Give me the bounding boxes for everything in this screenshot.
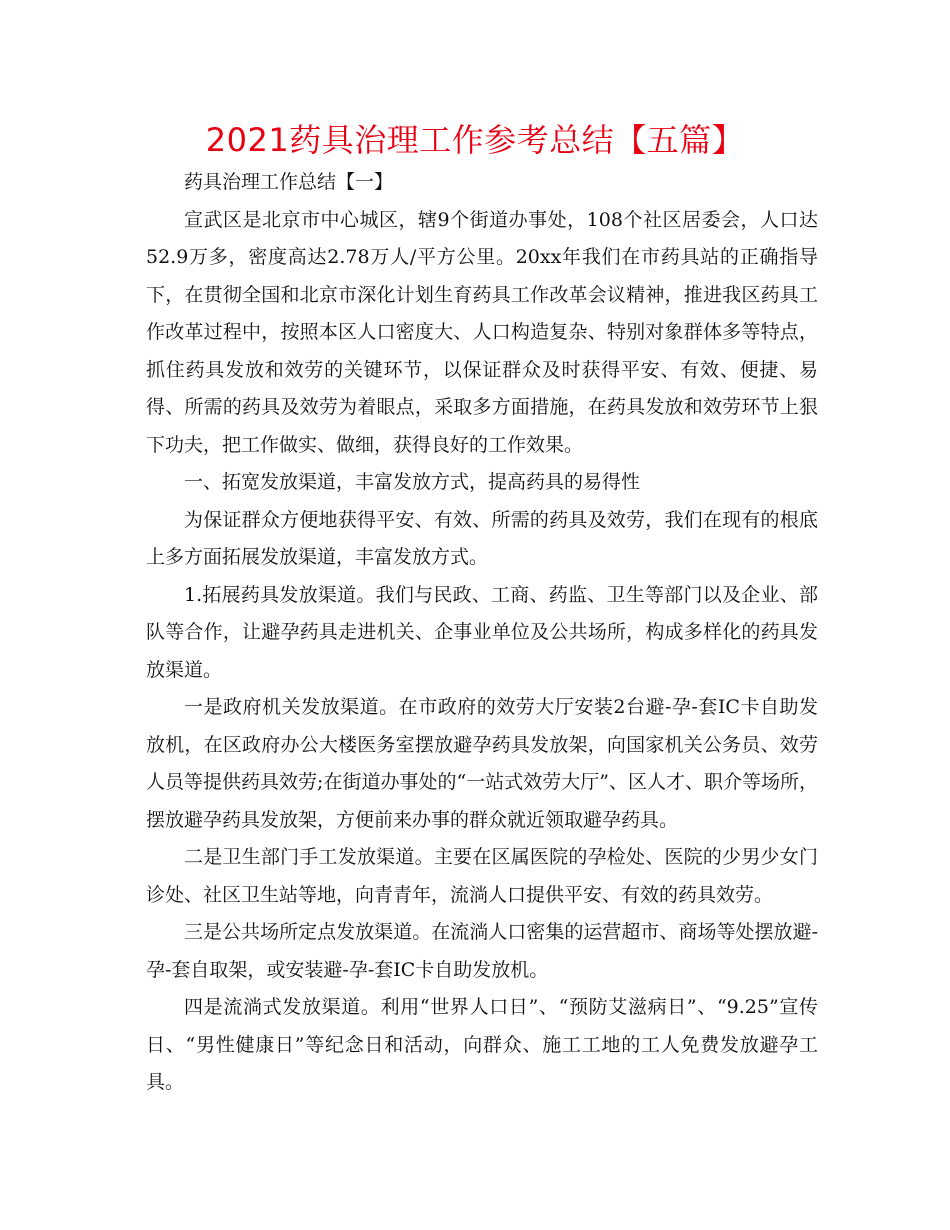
paragraph: 一是政府机关发放渠道。在市政府的效劳大厅安装2台避-孕-套IC卡自助发放机，在区政府办公大楼医务室摆放避孕药具发放架，向国家机关公务员、效劳人员等提供药具效劳;在街道办事处的“一站式效劳大厅”、区人才、职介等场所，摆放避孕药具发放架，方便前来办事的群众就近领取避孕药具。 [146, 696, 818, 831]
paragraph: 四是流淌式发放渠道。利用“世界人口日”、“预防艾滋病日”、“9.25”宣传日、“男性健康日”等纪念日和活动，向群众、施工工地的工人免费发放避孕工具。 [146, 996, 818, 1093]
document-title: 2021药具治理工作参考总结【五篇】 [205, 121, 745, 159]
section-heading: 药具治理工作总结【一】 [184, 171, 394, 193]
section-heading: 一、拓宽发放渠道，丰富发放方式，提高药具的易得性 [184, 471, 641, 493]
paragraph: 三是公共场所定点发放渠道。在流淌人口密集的运营超市、商场等处摆放避-孕-套自取架，或安装避-孕-套IC卡自助发放机。 [146, 921, 818, 981]
paragraph: 1.拓展药具发放渠道。我们与民政、工商、药监、卫生等部门以及企业、部队等合作，让避孕药具走进机关、企事业单位及公共场所，构成多样化的药具发放渠道。 [146, 583, 818, 681]
document-body [146, 164, 818, 1102]
paragraph: 宣武区是北京市中心城区，辖9个街道办事处，108个社区居委会，人口达52.9万多，密度高达2.78万人/平方公里。20xx年我们在市药具站的正确指导下，在贯彻全国和北京市深化计划生育药具工作改革会议精神，推进我区药具工作改革过程中，按照本区人口密度大、人口构造复杂、特别对象群体多等特点，抓住药具发放和效劳的关键环节，以保证群众及时获得平安、有效、便捷、易得、所需的药具及效劳为着眼点，采取多方面措施，在药具发放和效劳环节上狠下功夫，把工作做实、做细，获得良好的工作效果。 [146, 208, 818, 456]
paragraph: 二是卫生部门手工发放渠道。主要在区属医院的孕检处、医院的少男少女门诊处、社区卫生站等地，向青青年，流淌人口提供平安、有效的药具效劳。 [146, 846, 818, 906]
paragraph: 为保证群众方便地获得平安、有效、所需的药具及效劳，我们在现有的根底上多方面拓展发放渠道，丰富发放方式。 [146, 508, 818, 568]
